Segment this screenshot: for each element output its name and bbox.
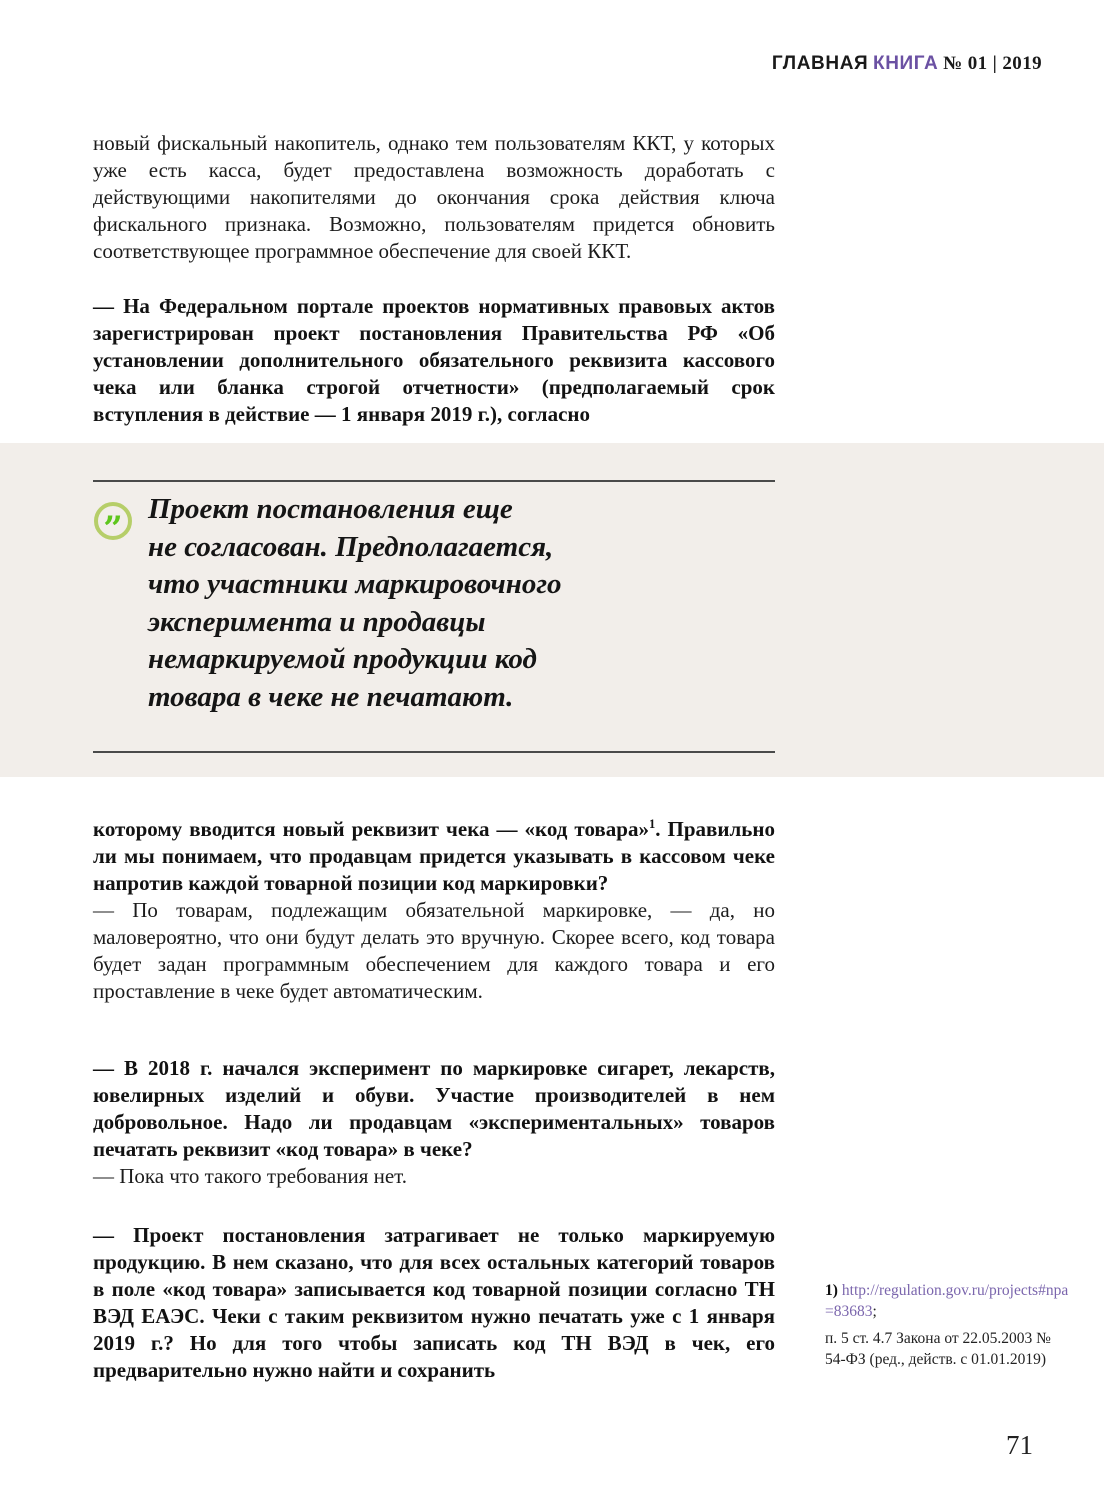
footnote-marker-superscript: 1	[648, 817, 656, 831]
pullquote-line: что участники маркировочного	[148, 568, 562, 600]
paragraph-block-intro	[93, 130, 775, 265]
question-text: — На Федеральном портале проектов нормативных правовых актов зарегистрирован проект постановления Правительства РФ «Об установлении дополнительного обязательного реквизита кассового чека или бланка строгой отчетности» (предполагаемый срок вступления в действие — 1 января 2019 г.), согласно	[93, 294, 775, 426]
qa-block-1	[93, 816, 775, 1005]
question-part: которому вводится новый реквизит чека — «код товара»	[93, 817, 649, 841]
paragraph-block-question-lead	[93, 293, 775, 428]
pullquote-line: немаркируемой продукции код	[148, 643, 537, 675]
page-number: 71	[1006, 1430, 1033, 1460]
footnote-law-reference: п. 5 ст. 4.7 Закона от 22.05.2003 № 54-ФЗ (ред., действ. с 01.01.2019)	[825, 1330, 1051, 1368]
question-text: — Проект постановления затрагивает не только маркируемую продукцию. В нем сказано, что для всех остальных категорий товаров в поле «код товара» записывается код товарной позиции согласно ТН ВЭД ЕАЭС. Чеки с таким реквизитом нужно печатать уже с 1 января 2019 г.? Но для того чтобы записать код ТН ВЭД в чек, его предварительно нужно найти и сохранить	[93, 1223, 775, 1382]
footnote-link[interactable]: http://regulation.gov.ru/projects#npa=83683	[825, 1282, 1069, 1320]
question-text: — В 2018 г. начался эксперимент по маркировке сигарет, лекарств, ювелирных изделий и обуви. Участие производителей в нем добровольное. Надо ли продавцам «экспериментальных» товаров печатать реквизит «код товара» в чеке?	[93, 1056, 775, 1161]
footnote-separator: ;	[872, 1303, 877, 1320]
pullquote-top-rule	[93, 480, 775, 482]
question-part: . Правильно ли мы понимаем, что продавцам придется указывать в кассовом чеке напротив каждой товарной позиции код маркировки?	[93, 817, 775, 895]
footnote-reference	[825, 1280, 1069, 1322]
answer-text: — По товарам, подлежащим обязательной маркировке, — да, но маловероятно, что они будут делать это вручную. Скорее всего, код товара будет задан программным обеспечением для каждого товара и его проставление в чеке будет автоматическим.	[93, 898, 775, 1003]
pullquote-line: Проект постановления еще	[148, 493, 513, 525]
pullquote-bottom-rule	[93, 751, 775, 753]
answer-text: — Пока что такого требования нет.	[93, 1164, 408, 1188]
brand-name-main: ГЛАВНАЯ	[771, 53, 869, 74]
qa-block-2	[93, 1055, 775, 1190]
qa-block-3	[93, 1222, 775, 1384]
pullquote-line: товара в чеке не печатают.	[148, 680, 514, 713]
pullquote-line: не согласован. Предполагается,	[148, 530, 554, 563]
paragraph-text: новый фискальный накопитель, однако тем пользователям ККТ, у которых уже есть касса, будет предоставлена возможность доработать с действующими накопителями до окончания срока действия ключа фискального признака. Возможно, пользователям придется обновить соответствующее программное обеспечение для своей ККТ.	[93, 131, 775, 263]
issue-number: № 01 | 2019	[943, 53, 1042, 74]
pullquote-text	[148, 491, 688, 716]
quote-badge: ”	[94, 502, 132, 540]
footnote-number: 1)	[825, 1282, 838, 1299]
pullquote-line: эксперимента и продавцы	[148, 605, 486, 638]
page-header	[772, 53, 1042, 75]
question-text	[93, 816, 775, 897]
footnote-sidebar	[825, 1280, 1069, 1370]
pullquote-band	[0, 443, 1104, 777]
brand-name-accent: КНИГА	[873, 53, 939, 74]
